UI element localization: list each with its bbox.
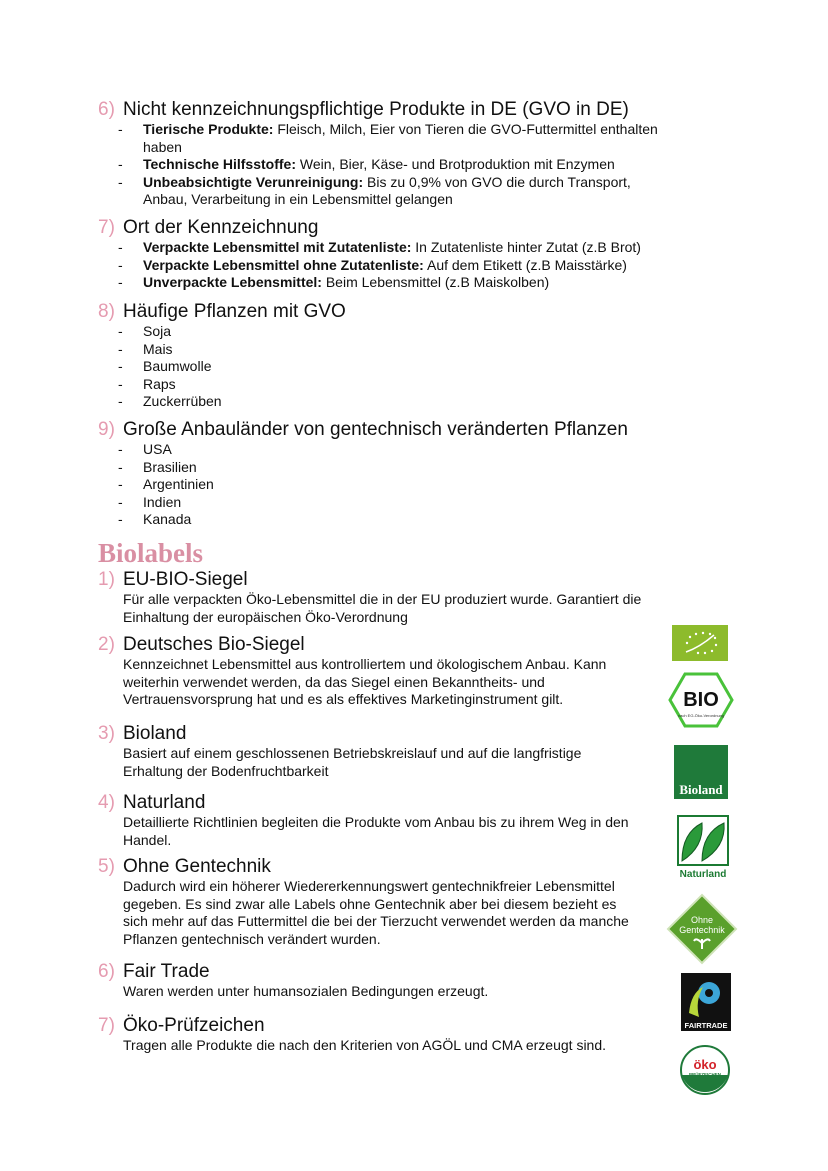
- deutsches-bio-siegel-logo: [668, 672, 734, 728]
- section-number: 8): [98, 301, 115, 322]
- list-item: [118, 494, 668, 512]
- bioland-logo: [674, 745, 728, 799]
- biolabel-description: Dadurch wird ein höherer Wiedererkennungswert gentechnikfreier Lebensmittel gegeben. Es sind zwar alle Labels ohne Gentechnik aber bei diesem bezieht es sich mehr auf das Futtermittel die bei der Tierzucht verwendet werden da manche Pflanzen gentechnisch verändert wurden.: [123, 878, 629, 947]
- section-title-biolabels: Biolabels: [98, 538, 204, 568]
- svg-text:PRÜFZEICHEN: PRÜFZEICHEN: [688, 1072, 722, 1077]
- biolabel-number: 6): [98, 961, 115, 982]
- list-item: [118, 341, 668, 359]
- item-text: Indien: [143, 493, 182, 510]
- biolabel-title: Deutsches Bio-Siegel: [123, 634, 305, 655]
- biolabel-entry: [98, 856, 643, 948]
- biolabel-description: Waren werden unter humansozialen Bedingungen erzeugt.: [123, 983, 489, 999]
- gvo-section: [98, 301, 668, 411]
- item-text: Bis zu 0,9% von GVO die durch Transport, Anbau, Verarbeitung in ein Lebensmittel gelangen: [143, 173, 631, 208]
- bullet-list: [98, 121, 668, 209]
- biolabel-description: Detaillierte Richtlinien begleiten die Produkte vom Anbau bis zu ihrem Weg in den Handel.: [123, 814, 629, 848]
- biolabel-heading: [98, 856, 643, 878]
- biolabel-heading: [98, 634, 643, 656]
- item-text: Mais: [143, 340, 173, 357]
- biolabel-entry: [98, 634, 643, 709]
- item-term: Verpackte Lebensmittel mit Zutatenliste:: [143, 239, 412, 255]
- section-heading: [98, 301, 668, 323]
- biolabel-title: Fair Trade: [123, 961, 210, 982]
- section-heading: [98, 419, 668, 441]
- biolabel-title: Naturland: [123, 792, 206, 813]
- biolabel-description: Basiert auf einem geschlossenen Betriebskreislauf und auf die langfristige Erhaltung der Bodenfruchtbarkeit: [123, 745, 582, 779]
- section-title: Ort der Kennzeichnung: [123, 217, 319, 238]
- svg-text:Gentechnik: Gentechnik: [679, 925, 725, 935]
- list-item: [118, 459, 668, 477]
- item-text: Argentinien: [143, 476, 214, 493]
- list-item: [118, 174, 668, 209]
- biolabel-description: Für alle verpackten Öko-Lebensmittel die in der EU produziert wurde. Garantiert die Einhaltung der europäischen Öko-Verordnung: [123, 591, 642, 625]
- item-term: Unverpackte Lebensmittel:: [143, 274, 322, 291]
- section-number: 7): [98, 217, 115, 238]
- svg-text:Ohne: Ohne: [690, 915, 714, 925]
- svg-text:nach EG-Öko-Verordnung: nach EG-Öko-Verordnung: [677, 713, 725, 718]
- item-text: Zuckerrüben: [143, 393, 222, 410]
- item-term: Verpackte Lebensmittel ohne Zutatenliste:: [143, 256, 424, 273]
- list-item: [118, 323, 668, 341]
- item-term: Technische Hilfsstoffe:: [143, 156, 296, 173]
- item-text: Soja: [143, 323, 172, 339]
- list-item: [118, 274, 668, 292]
- list-item: [118, 476, 668, 494]
- oeko-pruefzeichen-logo: [680, 1045, 730, 1095]
- biolabel-entry: [98, 723, 643, 780]
- item-text: Auf dem Etikett (z.B Maisstärke): [423, 256, 627, 273]
- list-item: [118, 239, 668, 257]
- naturland-logo: [676, 815, 730, 879]
- biolabel-entry: [98, 1015, 643, 1055]
- biolabel-title: Bioland: [123, 723, 187, 744]
- item-text: Baumwolle: [143, 358, 212, 375]
- section-title: Nicht kennzeichnungspflichtige Produkte in DE (GVO in DE): [123, 99, 629, 120]
- biolabel-entry: [98, 569, 643, 626]
- biolabel-heading: [98, 723, 643, 745]
- biolabel-heading: [98, 569, 643, 591]
- svg-text:Naturland: Naturland: [679, 869, 727, 879]
- item-text: USA: [143, 441, 172, 457]
- item-text: Brasilien: [143, 458, 197, 475]
- biolabel-description: Tragen alle Produkte die nach den Kriterien von AGÖL und CMA erzeugt sind.: [123, 1037, 607, 1053]
- ohne-gentechnik-logo: [666, 893, 738, 965]
- list-item: [118, 358, 668, 376]
- section-heading: [98, 217, 668, 239]
- item-text: Fleisch, Milch, Eier von Tieren die GVO-Futtermittel enthalten haben: [143, 121, 658, 155]
- biolabel-heading: [98, 792, 643, 814]
- list-item: [118, 156, 668, 174]
- section-heading: [98, 99, 668, 121]
- biolabel-number: 7): [98, 1015, 115, 1036]
- eu-bio-logo: [672, 625, 728, 661]
- fairtrade-logo: [681, 973, 731, 1031]
- biolabel-description: Kennzeichnet Lebensmittel aus kontrolliertem und ökologischem Anbau. Kann weiterhin verwendet werden, da das Siegel einen Bekanntheits- und Vertrauensvorsprung hat und es als effektives Marketinginstrument gilt.: [123, 656, 607, 708]
- biolabel-number: 5): [98, 856, 115, 877]
- bullet-list: [98, 239, 668, 292]
- section-number: 6): [98, 99, 115, 120]
- gvo-section: [98, 217, 668, 292]
- item-text: Beim Lebensmittel (z.B Maiskolben): [321, 274, 550, 291]
- svg-text:BIO: BIO: [683, 689, 719, 711]
- list-item: [118, 257, 668, 275]
- biolabel-entry: [98, 961, 643, 1001]
- biolabel-heading: [98, 961, 643, 983]
- biolabel-number: 3): [98, 723, 115, 744]
- section-title: Große Anbauländer von gentechnisch veränderten Pflanzen: [123, 419, 628, 440]
- svg-text:Bioland: Bioland: [679, 782, 723, 797]
- item-text: In Zutatenliste hinter Zutat (z.B Brot): [411, 239, 641, 255]
- gvo-section: [98, 419, 668, 529]
- list-item: [118, 441, 668, 459]
- bullet-list: [98, 323, 668, 411]
- section-title: Häufige Pflanzen mit GVO: [123, 301, 346, 322]
- list-item: [118, 376, 668, 394]
- item-text: Raps: [143, 375, 176, 392]
- gvo-section: [98, 99, 668, 209]
- item-text: Wein, Bier, Käse- und Brotproduktion mit Enzymen: [296, 156, 615, 173]
- item-term: Unbeabsichtigte Verunreinigung:: [143, 173, 364, 190]
- biolabel-title: EU-BIO-Siegel: [123, 569, 248, 590]
- biolabel-number: 4): [98, 792, 115, 813]
- svg-text:öko: öko: [693, 1057, 717, 1072]
- item-term: Tierische Produkte:: [143, 121, 274, 137]
- list-item: [118, 121, 668, 156]
- biolabel-number: 1): [98, 569, 115, 590]
- biolabel-title: Ohne Gentechnik: [123, 856, 271, 877]
- item-text: Kanada: [143, 511, 192, 528]
- section-number: 9): [98, 419, 115, 440]
- biolabel-number: 2): [98, 634, 115, 655]
- list-item: [118, 393, 668, 411]
- svg-text:FAIRTRADE: FAIRTRADE: [684, 1021, 728, 1030]
- list-item: [118, 511, 668, 529]
- bullet-list: [98, 441, 668, 529]
- biolabel-title: Öko-Prüfzeichen: [123, 1015, 265, 1036]
- biolabel-entry: [98, 792, 643, 849]
- biolabel-heading: [98, 1015, 643, 1037]
